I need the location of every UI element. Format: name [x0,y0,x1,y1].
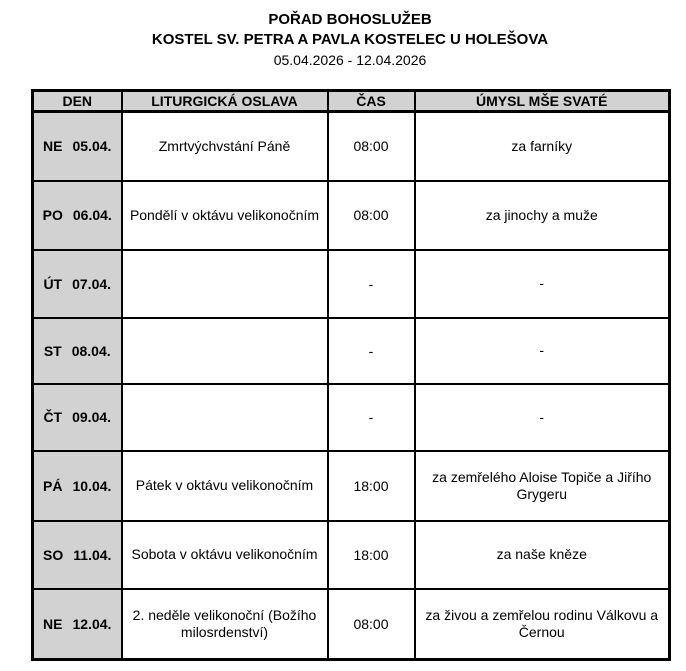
intention-cell: za jinochy a muže [415,181,670,250]
table-row [33,384,670,451]
intention-cell: - [415,250,670,318]
schedule-table [31,89,671,661]
celebration-cell: 2. neděle velikonoční (Božího milosrdenství) [122,589,328,660]
time-cell: 08:00 [328,112,415,181]
document-header [14,10,686,70]
header-day: DEN [33,91,122,112]
day-cell [33,451,122,521]
day-abbr: ÚT [43,275,63,292]
intention-cell: za živou a zemřelou rodinu Válkovu a Černou [415,589,670,660]
time-cell: 18:00 [328,451,415,521]
intention-cell: - [415,318,670,384]
table-row [33,521,670,589]
day-date: 09.04. [72,409,112,425]
intention-cell: za farníky [415,112,670,181]
time-cell: 08:00 [328,181,415,250]
celebration-cell [122,250,328,318]
day-cell [33,318,122,384]
day-abbr: SO [43,546,64,563]
celebration-cell: Zmrtvýchvstání Páně [122,112,328,181]
day-cell [33,112,122,181]
day-abbr: ČT [43,409,63,425]
day-date: 12.04. [72,615,112,632]
day-abbr: PÁ [43,477,63,494]
day-date: 05.04. [72,138,112,155]
intention-cell: za naše kněze [415,521,670,589]
date-range: 05.04.2026 - 12.04.2026 [273,52,427,68]
day-cell [33,250,122,318]
day-date: 06.04. [72,207,112,223]
table-row [33,589,670,660]
intention-cell: - [415,384,670,451]
day-cell [33,181,122,250]
day-abbr: ST [43,342,62,359]
time-cell: - [328,318,415,384]
day-abbr: PO [42,207,63,223]
header-row [33,91,670,112]
celebration-cell [122,318,328,384]
table-row [33,451,670,521]
day-date: 07.04. [72,275,112,292]
day-cell [33,589,122,660]
table-row [33,318,670,384]
header-celebration: LITURGICKÁ OSLAVA [122,91,328,112]
day-date: 10.04. [72,477,112,494]
day-date: 11.04. [73,546,112,563]
day-cell [33,521,122,589]
table-row [33,112,670,181]
celebration-cell: Sobota v oktávu velikonočním [122,521,328,589]
time-cell: - [328,250,415,318]
day-abbr: NE [43,138,63,155]
table-row [33,181,670,250]
celebration-cell: Pátek v oktávu velikonočním [122,451,328,521]
time-cell: 18:00 [328,521,415,589]
day-date: 08.04. [71,342,111,359]
document-title: POŘAD BOHOSLUŽEB [268,11,432,28]
header-intention: ÚMYSL MŠE SVATÉ [415,91,670,112]
header-time: ČAS [328,91,415,112]
church-name: KOSTEL SV. PETRA A PAVLA KOSTELEC U HOLEŠOVA [151,31,549,48]
time-cell: - [328,384,415,451]
time-cell: 08:00 [328,589,415,660]
celebration-cell [122,384,328,451]
celebration-cell: Pondělí v oktávu velikonočním [122,181,328,250]
intention-cell: za zemřelého Aloise Topiče a Jiřího Grygeru [415,451,670,521]
day-cell [33,384,122,451]
table-row [33,250,670,318]
day-abbr: NE [43,615,63,632]
